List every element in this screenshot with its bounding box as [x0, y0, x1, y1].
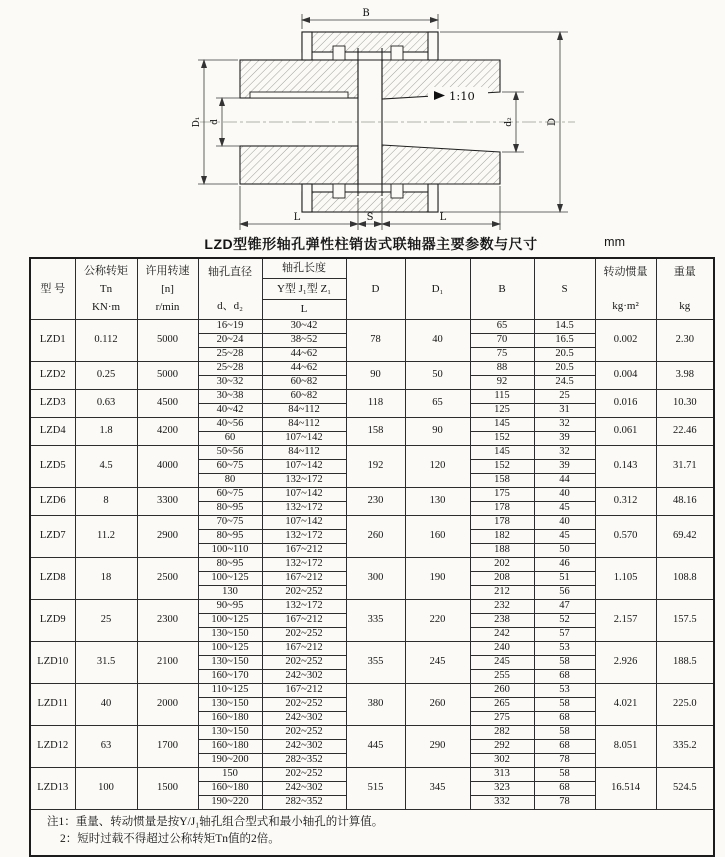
speed-cell: 2300	[137, 600, 198, 642]
bore-dia-cell: 130~150	[198, 656, 262, 670]
B-cell: 125	[470, 404, 534, 418]
speed-cell: 4500	[137, 390, 198, 418]
D-cell: 90	[346, 362, 405, 390]
B-cell: 332	[470, 796, 534, 810]
S-cell: 68	[534, 740, 595, 754]
col-header-speed: 许用转速 [n] r/min	[137, 258, 198, 320]
col-header-B: B	[470, 258, 534, 320]
bore-len-cell: 132~172	[262, 502, 346, 516]
torque-cell: 63	[75, 726, 137, 768]
bore-len-cell: 84~112	[262, 418, 346, 432]
bore-len-cell: 60~82	[262, 376, 346, 390]
S-cell: 51	[534, 572, 595, 586]
inertia-cell: 0.004	[595, 362, 656, 390]
D-cell: 158	[346, 418, 405, 446]
B-cell: 145	[470, 446, 534, 460]
weight-cell: 225.0	[656, 684, 714, 726]
B-cell: 182	[470, 530, 534, 544]
weight-cell: 2.30	[656, 320, 714, 362]
model-cell: LZD8	[30, 558, 75, 600]
D1-cell: 190	[405, 558, 470, 600]
model-cell: LZD5	[30, 446, 75, 488]
table-row	[30, 768, 714, 782]
B-cell: 115	[470, 390, 534, 404]
S-cell: 39	[534, 432, 595, 446]
bore-dia-cell: 80	[198, 474, 262, 488]
torque-cell: 40	[75, 684, 137, 726]
pin-boss	[333, 46, 345, 60]
bore-dia-cell: 80~95	[198, 558, 262, 572]
B-cell: 282	[470, 726, 534, 740]
weight-cell: 22.46	[656, 418, 714, 446]
S-cell: 16.5	[534, 334, 595, 348]
bore-len-cell: 44~62	[262, 348, 346, 362]
model-cell: LZD10	[30, 642, 75, 684]
D-cell: 78	[346, 320, 405, 362]
D1-cell: 345	[405, 768, 470, 810]
col-header-S: S	[534, 258, 595, 320]
inertia-cell: 1.105	[595, 558, 656, 600]
table-row	[30, 600, 714, 614]
B-cell: 323	[470, 782, 534, 796]
weight-cell: 31.71	[656, 446, 714, 488]
svg-text:L: L	[293, 212, 301, 223]
bore-len-cell: 84~112	[262, 404, 346, 418]
S-cell: 58	[534, 726, 595, 740]
S-cell: 53	[534, 642, 595, 656]
bore-dia-cell: 60~75	[198, 460, 262, 474]
bore-len-cell: 167~212	[262, 544, 346, 558]
D-cell: 118	[346, 390, 405, 418]
bore-len-cell: 242~302	[262, 782, 346, 796]
bore-dia-cell: 100~110	[198, 544, 262, 558]
S-cell: 40	[534, 488, 595, 502]
S-cell: 24.5	[534, 376, 595, 390]
bore-len-cell: 282~352	[262, 796, 346, 810]
weight-cell: 10.30	[656, 390, 714, 418]
svg-text:D: D	[547, 117, 558, 127]
bore-len-cell: 167~212	[262, 684, 346, 698]
S-cell: 32	[534, 418, 595, 432]
bore-dia-cell: 80~95	[198, 502, 262, 516]
S-cell: 32	[534, 446, 595, 460]
speed-cell: 5000	[137, 320, 198, 362]
model-cell: LZD13	[30, 768, 75, 810]
page-title: LZD型锥形轴孔弹性柱销齿式联轴器主要参数与尺寸	[204, 236, 538, 252]
bore-dia-cell: 150	[198, 768, 262, 782]
S-cell: 68	[534, 670, 595, 684]
bore-len-cell: 132~172	[262, 474, 346, 488]
weight-cell: 108.8	[656, 558, 714, 600]
pin-boss	[333, 184, 345, 198]
D1-cell: 50	[405, 362, 470, 390]
D1-cell: 260	[405, 684, 470, 726]
B-cell: 92	[470, 376, 534, 390]
torque-cell: 0.25	[75, 362, 137, 390]
inertia-cell: 2.926	[595, 642, 656, 684]
taper-label: 1:10	[449, 89, 475, 103]
bore-len-cell: 242~302	[262, 712, 346, 726]
inertia-cell: 16.514	[595, 768, 656, 810]
inertia-cell: 0.312	[595, 488, 656, 516]
col-header-bore-dia: 轴孔直径 d、d₂	[198, 258, 262, 320]
B-cell: 242	[470, 628, 534, 642]
B-cell: 178	[470, 516, 534, 530]
B-cell: 245	[470, 656, 534, 670]
bore-len-cell: 132~172	[262, 558, 346, 572]
speed-cell: 4000	[137, 446, 198, 488]
inertia-cell: 0.016	[595, 390, 656, 418]
B-cell: 275	[470, 712, 534, 726]
bore-dia-cell: 80~95	[198, 530, 262, 544]
bore-dia-cell: 60	[198, 432, 262, 446]
gear-sleeve-bottom	[302, 184, 438, 212]
bore-dia-cell: 90~95	[198, 600, 262, 614]
D-cell: 260	[346, 516, 405, 558]
bore-dia-cell: 160~180	[198, 782, 262, 796]
bore-dia-cell: 190~200	[198, 754, 262, 768]
dim-d2	[502, 92, 524, 152]
bore-len-cell: 202~252	[262, 726, 346, 740]
inertia-cell: 0.570	[595, 516, 656, 558]
bore-dia-cell: 100~125	[198, 642, 262, 656]
B-cell: 175	[470, 488, 534, 502]
S-cell: 56	[534, 586, 595, 600]
D-cell: 192	[346, 446, 405, 488]
bore-dia-cell: 60~75	[198, 488, 262, 502]
B-cell: 188	[470, 544, 534, 558]
S-cell: 25	[534, 390, 595, 404]
title-row	[29, 234, 713, 254]
S-cell: 53	[534, 684, 595, 698]
D-cell: 355	[346, 642, 405, 684]
torque-cell: 0.63	[75, 390, 137, 418]
bore-dia-cell: 25~28	[198, 348, 262, 362]
S-cell: 31	[534, 404, 595, 418]
torque-cell: 4.5	[75, 446, 137, 488]
B-cell: 208	[470, 572, 534, 586]
svg-text:d: d	[210, 119, 220, 125]
table-row	[30, 488, 714, 502]
notes-row	[30, 810, 714, 857]
D1-cell: 245	[405, 642, 470, 684]
torque-cell: 8	[75, 488, 137, 516]
S-cell: 45	[534, 502, 595, 516]
S-cell: 20.5	[534, 348, 595, 362]
bore-len-cell: 167~212	[262, 572, 346, 586]
B-cell: 152	[470, 460, 534, 474]
bore-dia-cell: 25~28	[198, 362, 262, 376]
D1-cell: 90	[405, 418, 470, 446]
col-header-model: 型 号	[30, 258, 75, 320]
bore-len-cell: 107~142	[262, 488, 346, 502]
table-row	[30, 390, 714, 404]
bore-len-cell: 107~142	[262, 432, 346, 446]
B-cell: 75	[470, 348, 534, 362]
S-cell: 14.5	[534, 320, 595, 334]
bore-len-cell: 132~172	[262, 530, 346, 544]
notes-cell	[30, 810, 714, 857]
speed-cell: 1700	[137, 726, 198, 768]
bore-dia-cell: 130~150	[198, 726, 262, 740]
svg-text:L: L	[439, 212, 447, 223]
table-row	[30, 516, 714, 530]
bore-len-cell: 84~112	[262, 446, 346, 460]
bore-len-cell: 242~302	[262, 670, 346, 684]
bore-dia-cell: 30~38	[198, 390, 262, 404]
D-cell: 380	[346, 684, 405, 726]
unit-label: mm	[604, 235, 625, 249]
inertia-cell: 2.157	[595, 600, 656, 642]
bore-dia-cell: 160~180	[198, 712, 262, 726]
bore-len-cell: 107~142	[262, 460, 346, 474]
col-header-weight: 重量 kg	[656, 258, 714, 320]
bore-dia-cell: 130~150	[198, 628, 262, 642]
B-cell: 240	[470, 642, 534, 656]
D1-cell: 130	[405, 488, 470, 516]
D-cell: 335	[346, 600, 405, 642]
model-cell: LZD11	[30, 684, 75, 726]
D1-cell: 160	[405, 516, 470, 558]
S-cell: 46	[534, 558, 595, 572]
bore-dia-cell: 160~180	[198, 740, 262, 754]
table-row	[30, 418, 714, 432]
weight-cell: 335.2	[656, 726, 714, 768]
coupling-cross-section-drawing	[0, 0, 725, 232]
bore-dia-cell: 190~220	[198, 796, 262, 810]
S-cell: 50	[534, 544, 595, 558]
torque-cell: 31.5	[75, 642, 137, 684]
torque-cell: 11.2	[75, 516, 137, 558]
bore-len-cell: 132~172	[262, 600, 346, 614]
model-cell: LZD1	[30, 320, 75, 362]
S-cell: 44	[534, 474, 595, 488]
bore-len-cell: 167~212	[262, 642, 346, 656]
B-cell: 202	[470, 558, 534, 572]
S-cell: 58	[534, 656, 595, 670]
model-cell: LZD12	[30, 726, 75, 768]
inertia-cell: 0.061	[595, 418, 656, 446]
B-cell: 88	[470, 362, 534, 376]
S-cell: 78	[534, 796, 595, 810]
weight-cell: 188.5	[656, 642, 714, 684]
col-header-torque: 公称转矩 Tn KN·m	[75, 258, 137, 320]
B-cell: 212	[470, 586, 534, 600]
dim-B	[302, 8, 438, 29]
S-cell: 68	[534, 782, 595, 796]
D1-cell: 40	[405, 320, 470, 362]
col-header-inertia: 转动惯量 kg·m²	[595, 258, 656, 320]
weight-cell: 157.5	[656, 600, 714, 642]
B-cell: 178	[470, 502, 534, 516]
D1-cell: 290	[405, 726, 470, 768]
bore-len-cell: 282~352	[262, 754, 346, 768]
bore-len-cell: 167~212	[262, 614, 346, 628]
B-cell: 260	[470, 684, 534, 698]
speed-cell: 3300	[137, 488, 198, 516]
bore-len-cell: 38~52	[262, 334, 346, 348]
B-cell: 65	[470, 320, 534, 334]
inertia-cell: 4.021	[595, 684, 656, 726]
model-cell: LZD6	[30, 488, 75, 516]
table-row	[30, 558, 714, 572]
table-row	[30, 642, 714, 656]
bore-len-cell: 202~252	[262, 586, 346, 600]
pin-boss	[391, 184, 403, 198]
speed-cell: 2500	[137, 558, 198, 600]
bore-dia-cell: 130~150	[198, 698, 262, 712]
S-cell: 20.5	[534, 362, 595, 376]
speed-cell: 1500	[137, 768, 198, 810]
bore-len-cell: 202~252	[262, 656, 346, 670]
torque-cell: 1.8	[75, 418, 137, 446]
bore-dia-cell: 50~56	[198, 446, 262, 460]
D1-cell: 220	[405, 600, 470, 642]
D-cell: 515	[346, 768, 405, 810]
model-cell: LZD7	[30, 516, 75, 558]
torque-cell: 18	[75, 558, 137, 600]
table-row	[30, 320, 714, 334]
S-cell: 58	[534, 698, 595, 712]
bore-dia-cell: 100~125	[198, 572, 262, 586]
table-row	[30, 446, 714, 460]
S-cell: 47	[534, 600, 595, 614]
bore-len-cell: 242~302	[262, 740, 346, 754]
bore-len-cell: 30~42	[262, 320, 346, 334]
D-cell: 230	[346, 488, 405, 516]
weight-cell: 3.98	[656, 362, 714, 390]
header-row	[30, 258, 714, 320]
bore-dia-cell: 40~56	[198, 418, 262, 432]
bore-dia-cell: 40~42	[198, 404, 262, 418]
bore-dia-cell: 70~75	[198, 516, 262, 530]
weight-cell: 48.16	[656, 488, 714, 516]
keyway	[250, 92, 348, 98]
note-1: 注1：重量、转动惯量是按Y/J₁轴孔组合型式和最小轴孔的计算值。	[47, 816, 384, 828]
bore-len-cell: 60~82	[262, 390, 346, 404]
S-cell: 78	[534, 754, 595, 768]
S-cell: 68	[534, 712, 595, 726]
speed-cell: 2100	[137, 642, 198, 684]
model-cell: LZD2	[30, 362, 75, 390]
model-cell: LZD9	[30, 600, 75, 642]
weight-cell: 69.42	[656, 516, 714, 558]
svg-text:D₁: D₁	[192, 116, 202, 128]
B-cell: 313	[470, 768, 534, 782]
B-cell: 158	[470, 474, 534, 488]
inertia-cell: 0.002	[595, 320, 656, 362]
bore-dia-cell: 130	[198, 586, 262, 600]
B-cell: 292	[470, 740, 534, 754]
B-cell: 265	[470, 698, 534, 712]
svg-text:S: S	[366, 212, 374, 223]
bore-len-cell: 107~142	[262, 516, 346, 530]
speed-cell: 2000	[137, 684, 198, 726]
torque-cell: 100	[75, 768, 137, 810]
gear-sleeve-top	[302, 32, 438, 60]
table-row	[30, 684, 714, 698]
speed-cell: 5000	[137, 362, 198, 390]
torque-cell: 25	[75, 600, 137, 642]
bore-dia-cell: 160~170	[198, 670, 262, 684]
note-2: 2：短时过载不得超过公称转矩Tn值的2倍。	[60, 833, 280, 845]
table-row	[30, 726, 714, 740]
weight-cell: 524.5	[656, 768, 714, 810]
B-cell: 70	[470, 334, 534, 348]
spec-table	[29, 257, 715, 857]
B-cell: 152	[470, 432, 534, 446]
pin-boss	[391, 46, 403, 60]
bore-dia-cell: 16~19	[198, 320, 262, 334]
B-cell: 302	[470, 754, 534, 768]
bore-dia-cell: 110~125	[198, 684, 262, 698]
bore-dia-cell: 30~32	[198, 376, 262, 390]
col-header-bore-len: 轴孔长度 Y型 J₁型 Z₁ L	[262, 258, 346, 320]
col-header-D: D	[346, 258, 405, 320]
B-cell: 255	[470, 670, 534, 684]
model-cell: LZD4	[30, 418, 75, 446]
bore-dia-cell: 20~24	[198, 334, 262, 348]
B-cell: 238	[470, 614, 534, 628]
S-cell: 45	[534, 530, 595, 544]
speed-cell: 2900	[137, 516, 198, 558]
B-cell: 232	[470, 600, 534, 614]
col-header-D1: D₁	[405, 258, 470, 320]
speed-cell: 4200	[137, 418, 198, 446]
S-cell: 58	[534, 768, 595, 782]
D1-cell: 120	[405, 446, 470, 488]
bore-dia-cell: 100~125	[198, 614, 262, 628]
table-row	[30, 362, 714, 376]
svg-text:B: B	[362, 8, 370, 19]
D1-cell: 65	[405, 390, 470, 418]
S-cell: 52	[534, 614, 595, 628]
bore-len-cell: 44~62	[262, 362, 346, 376]
bore-len-cell: 202~252	[262, 768, 346, 782]
model-cell: LZD3	[30, 390, 75, 418]
D-cell: 300	[346, 558, 405, 600]
bore-len-cell: 202~252	[262, 698, 346, 712]
S-cell: 57	[534, 628, 595, 642]
D-cell: 445	[346, 726, 405, 768]
inertia-cell: 0.143	[595, 446, 656, 488]
inertia-cell: 8.051	[595, 726, 656, 768]
bore-len-cell: 202~252	[262, 628, 346, 642]
torque-cell: 0.112	[75, 320, 137, 362]
taper-annotation	[428, 87, 488, 103]
svg-text:d₂: d₂	[504, 117, 514, 127]
S-cell: 40	[534, 516, 595, 530]
B-cell: 145	[470, 418, 534, 432]
S-cell: 39	[534, 460, 595, 474]
